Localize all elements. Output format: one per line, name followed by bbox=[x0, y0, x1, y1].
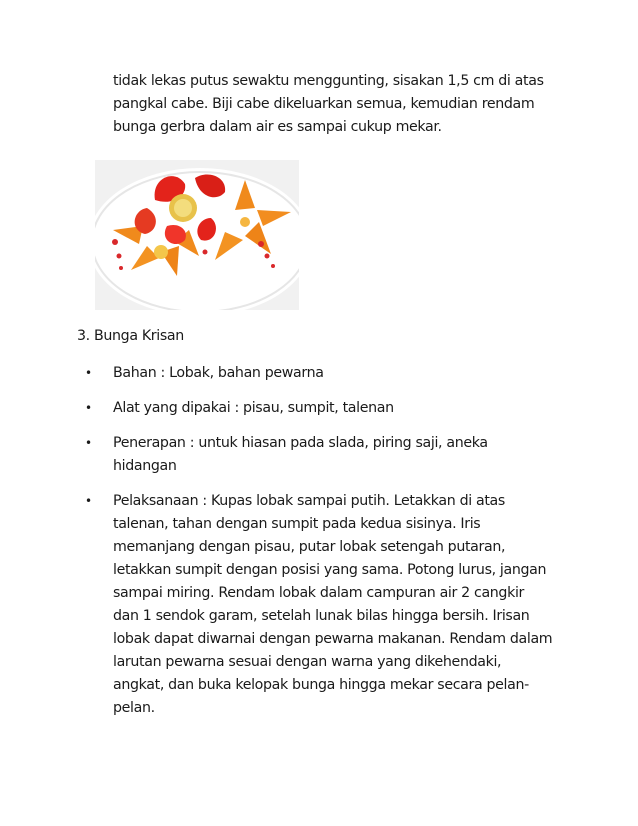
sauce-dot bbox=[119, 266, 123, 270]
list-item-line: angkat, dan buka kelopak bunga hingga mekar secara pelan- bbox=[113, 677, 529, 693]
krisan-details-list bbox=[85, 362, 585, 732]
list-item-line: Pelaksanaan : Kupas lobak sampai putih. Letakkan di atas bbox=[113, 493, 505, 509]
list-item-line: Bahan : Lobak, bahan pewarna bbox=[113, 365, 324, 381]
list-item-line: lobak dapat diwarnai dengan pewarna makanan. Rendam dalam bbox=[113, 631, 553, 647]
flower-center bbox=[154, 245, 168, 259]
list-item-line: larutan pewarna sesuai dengan warna yang dikehendaki, bbox=[113, 654, 502, 670]
list-item-pelaksanaan bbox=[85, 490, 585, 720]
list-item-line: memanjang dengan pisau, putar lobak setengah putaran, bbox=[113, 539, 506, 555]
gerbera-garnish-illustration bbox=[95, 160, 299, 310]
list-item-line: sampai miring. Rendam lobak dalam campuran air 2 cangkir bbox=[113, 585, 525, 601]
list-item-line: letakkan sumpit dengan posisi yang sama. Potong lurus, jangan bbox=[113, 562, 547, 578]
intro-line: tidak lekas putus sewaktu menggunting, sisakan 1,5 cm di atas bbox=[113, 73, 544, 89]
intro-paragraph bbox=[113, 70, 583, 139]
list-item-bahan bbox=[85, 362, 585, 385]
sauce-dot bbox=[265, 254, 270, 259]
sauce-dot bbox=[117, 254, 122, 259]
section-heading: 3. Bunga Krisan bbox=[77, 328, 184, 344]
gerbera-garnish-photo bbox=[95, 160, 299, 310]
sauce-dot bbox=[112, 239, 118, 245]
list-item-line: Alat yang dipakai : pisau, sumpit, talenan bbox=[113, 400, 394, 416]
list-item-alat bbox=[85, 397, 585, 420]
list-item-line: talenan, tahan dengan sumpit pada kedua sisinya. Iris bbox=[113, 516, 481, 532]
flower-center bbox=[240, 217, 250, 227]
bullet-icon: • bbox=[85, 366, 92, 380]
sauce-dot bbox=[258, 241, 264, 247]
list-item-line: Penerapan : untuk hiasan pada slada, piring saji, aneka bbox=[113, 435, 488, 451]
bullet-icon: • bbox=[85, 436, 92, 450]
bullet-icon: • bbox=[85, 401, 92, 415]
intro-line: pangkal cabe. Biji cabe dikeluarkan semua, kemudian rendam bbox=[113, 96, 535, 112]
list-item-line: hidangan bbox=[113, 458, 177, 474]
white-plate bbox=[95, 168, 299, 310]
list-item-line: pelan. bbox=[113, 700, 155, 716]
sauce-dot bbox=[271, 264, 275, 268]
bullet-icon: • bbox=[85, 494, 92, 508]
sauce-dot bbox=[203, 250, 208, 255]
list-item-penerapan bbox=[85, 432, 585, 478]
list-item-line: dan 1 sendok garam, setelah lunak bilas hingga bersih. Irisan bbox=[113, 608, 530, 624]
intro-line: bunga gerbra dalam air es sampai cukup mekar. bbox=[113, 119, 442, 135]
flower-center-highlight bbox=[174, 199, 192, 217]
